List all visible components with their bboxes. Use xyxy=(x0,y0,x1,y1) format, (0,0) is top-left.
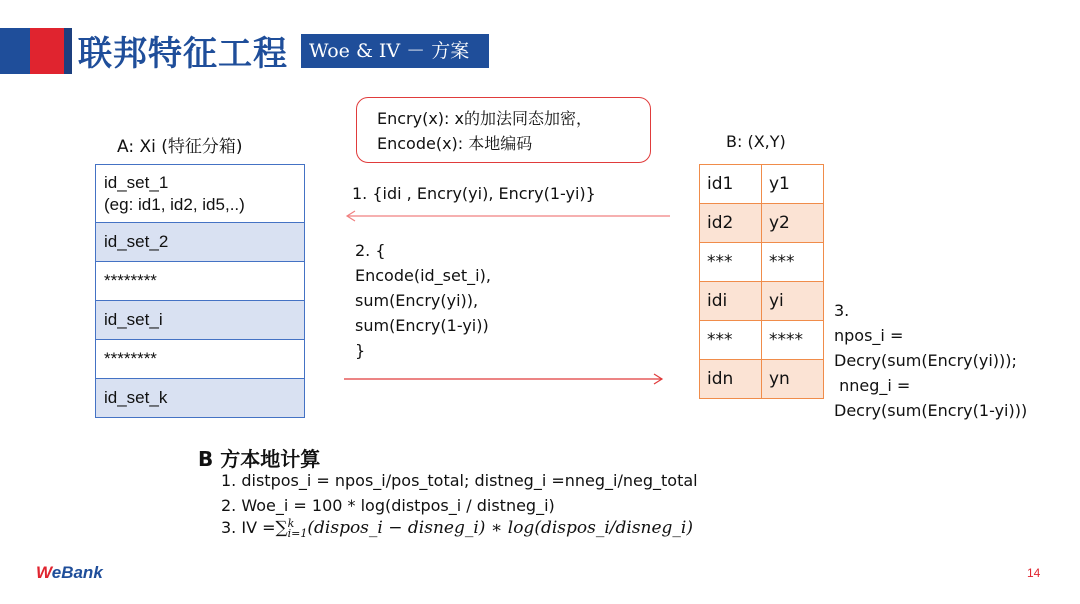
party-b-row xyxy=(700,165,824,204)
party-b-label-cell: yn xyxy=(762,360,824,399)
party-b-id-cell: *** xyxy=(700,321,762,360)
encryption-legend-line: Encry(x): x的加法同态加密， xyxy=(377,109,592,128)
b-calc-line-1: 1. distpos_i = npos_i/pos_total; distneg_i =nneg_i/neg_total xyxy=(221,471,698,490)
step-3-line: Decry(sum(Encry(yi))); xyxy=(834,351,1017,370)
party-b-row xyxy=(700,204,824,243)
party-a-row: ******** xyxy=(96,339,304,378)
party-a-row: id_set_k xyxy=(96,378,304,417)
arrow-right xyxy=(342,371,666,387)
party-b-label-cell: *** xyxy=(762,243,824,282)
party-a-row-example: (eg: id1, id2, id5,..) xyxy=(104,194,245,214)
party-b-row xyxy=(700,321,824,360)
encryption-legend-line: Encode(x): 本地编码 xyxy=(377,134,533,153)
message-2-line: sum(Encry(yi)), xyxy=(355,291,479,310)
sum-symbol: ∑ xyxy=(275,518,288,538)
message-2-line: 2. { xyxy=(355,241,386,260)
message-2 xyxy=(355,238,491,363)
message-2-line: Encode(id_set_i), xyxy=(355,266,491,285)
message-2-line: } xyxy=(355,341,366,360)
page-number: 14 xyxy=(1027,566,1041,580)
party-a-row xyxy=(96,165,304,222)
slide-title: 联邦特征工程 xyxy=(78,34,288,74)
header-accent-dark xyxy=(64,28,72,74)
party-b-row xyxy=(700,282,824,321)
message-1: 1. {idi , Encry(yi), Encry(1-yi)} xyxy=(352,184,596,203)
party-a-row: ******** xyxy=(96,261,304,300)
party-b-label: B: (X,Y) xyxy=(726,132,786,151)
party-b-label-cell: y2 xyxy=(762,204,824,243)
header-accent-red xyxy=(30,28,64,74)
b-calc-line-3 xyxy=(221,518,693,539)
message-2-line: sum(Encry(1-yi)) xyxy=(355,316,489,335)
party-b-id-cell: idi xyxy=(700,282,762,321)
party-a-table xyxy=(95,164,305,418)
party-b-row xyxy=(700,360,824,399)
step-3-line: npos_i = xyxy=(834,326,904,345)
party-a-row: id_set_2 xyxy=(96,222,304,261)
sum-limits: k i=1 xyxy=(287,516,308,540)
slide-subtitle: Woe & IV － 方案 xyxy=(301,34,489,68)
header-accent-blue xyxy=(0,28,30,74)
b-calc-line-2: 2. Woe_i = 100 * log(distpos_i / distneg_i) xyxy=(221,496,555,515)
arrow-left xyxy=(340,208,672,224)
party-b-id-cell: *** xyxy=(700,243,762,282)
party-b-table xyxy=(699,164,824,399)
step-3-line: Decry(sum(Encry(1-yi))) xyxy=(834,401,1028,420)
party-b-row xyxy=(700,243,824,282)
party-a-row: id_set_i xyxy=(96,300,304,339)
party-b-label-cell: **** xyxy=(762,321,824,360)
b-calc-line-3-prefix: 3. IV = xyxy=(221,518,276,537)
party-a-row-text: id_set_1 xyxy=(104,172,169,192)
step-3-line: nneg_i = xyxy=(834,376,911,395)
iv-formula: (dispos_i − disneg_i) ∗ log(dispos_i/disneg_i) xyxy=(307,518,694,538)
party-b-id-cell: id1 xyxy=(700,165,762,204)
step-3-line: 3. xyxy=(834,301,850,320)
party-b-label-cell: y1 xyxy=(762,165,824,204)
encryption-legend-box xyxy=(356,97,651,163)
step-3 xyxy=(834,298,1027,423)
party-b-label-cell: yi xyxy=(762,282,824,321)
b-calc-title: B 方本地计算 xyxy=(198,447,321,471)
party-b-id-cell: id2 xyxy=(700,204,762,243)
webank-logo: WeBank xyxy=(36,563,103,582)
party-a-label: A: Xi (特征分箱) xyxy=(117,137,243,157)
party-b-id-cell: idn xyxy=(700,360,762,399)
